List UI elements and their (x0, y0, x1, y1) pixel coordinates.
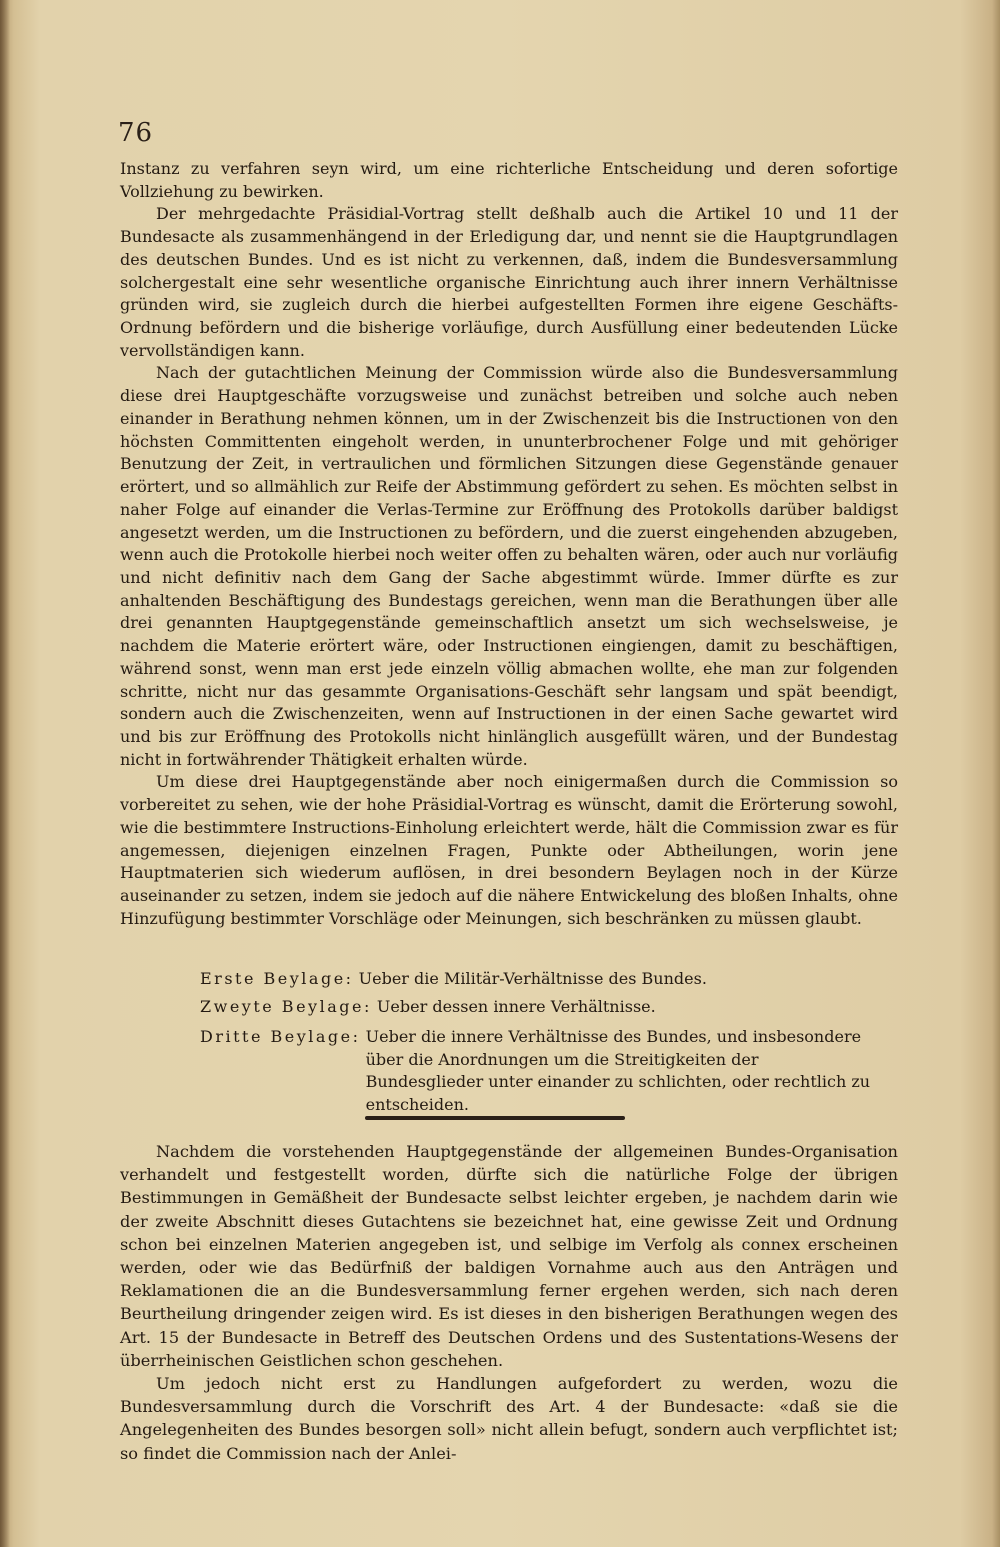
section-divider (365, 1116, 625, 1120)
paragraph: Nach der gutachtlichen Meinung der Commission würde also die Bundesversammlung diese drei Hauptgeschäfte vorzugsweise und zunächst betreiben und solche auch neben einander in Berathung nehmen können, um in der Zwischenzeit bis die Instructionen von den höchsten Committenten eingeholt werden, in ununterbrochener Folge und mit gehöriger Benutzung der Zeit, in vertraulichen und förmlichen Sitzungen diese Gegenstände genauer erörtert, und so allmählich zur Reife der Abstimmung gefördert zu sehen. Es möchten selbst in naher Folge auf einander die Verlas-Termine zur Eröffnung des Protokolls darüber baldigst angesetzt werden, um die Instructionen zu befördern, und die zuerst eingehenden abzugeben, wenn auch die Protokolle hierbei noch weiter offen zu behalten wären, oder auch nur vorläufig und nicht definitiv nach dem Gang der Sache abgestimmt würde. Immer dürfte es zur anhaltenden Beschäftigung des Bundestags gereichen, wenn man die Berathungen über alle drei genannten Hauptgegenstände gemeinschaftlich ansetzt um sich wechselsweise, je nachdem die Materie erörtert wäre, oder Instructionen eingiengen, damit zu beschäftigen, während sonst, wenn man erst jede einzeln völlig abmachen wollte, ehe man zur folgenden schritte, nicht nur das gesammte Organisations-Geschäft sehr langsam und spät beendigt, sondern auch die Zwischenzeiten, wenn auf Instructionen in der einen Sache gewartet wird und bis zur Eröffnung des Protokolls nicht hinlänglich ausgefüllt wären, und der Bundestag nicht in fortwährender Thätigkeit erhalten würde. (120, 363, 898, 769)
enclosure-item (200, 1026, 900, 1117)
enclosure-label: Dritte Beylage: (200, 1027, 361, 1046)
paragraph: Nachdem die vorstehenden Hauptgegenstände der allgemeinen Bundes-Organisation verhandelt und festgestellt worden, dürfte sich die natürliche Folge der übrigen Bestimmungen in Gemäßheit der Bundesacte selbst leichter ergeben, je nachdem darin wie der zweite Abschnitt dieses Gutachtens sie bezeichnet hat, eine gewisse Zeit und Ordnung schon bei einzelnen Materien angegeben ist, und selbige im Verfolg als connex erscheinen werden, oder wie das Bedürfniß der baldigen Vornahme auch aus den Anträgen und Reklamationen die an die Bundesversammlung ferner ergehen werden, sich nach deren Beurtheilung dringender zeigen wird. Es ist dieses in den bisherigen Berathungen wegen des Art. 15 der Bundesacte in Betreff des Deutschen Ordens und des Sustentations-Wesens der überrheinischen Geistlichen schon geschehen. (120, 1142, 898, 1370)
enclosure-text: Ueber die Militär-Verhältnisse des Bundes. (358, 969, 707, 988)
paragraph-continuation: Instanz zu verfahren seyn wird, um eine richterliche Entscheidung und deren sofortige Vollziehung zu bewirken. (120, 159, 898, 201)
text-block-upper (120, 158, 898, 930)
text-block-lower (120, 1140, 898, 1465)
paragraph: Um diese drei Hauptgegenstände aber noch einigermaßen durch die Commission so vorbereitet zu sehen, wie der hohe Präsidial-Vortrag es wünscht, damit die Erörterung sowohl, wie die bestimmtere Instructions-Einholung erleichtert werde, hält die Commission zwar es für angemessen, diejenigen einzelnen Fragen, Punkte oder Abtheilungen, worin jene Hauptmaterien sich wiederum auflösen, in drei besondern Beylagen noch in der Kürze auseinander zu setzen, indem sie jedoch auf die nähere Entwickelung des bloßen Inhalts, ohne Hinzufügung bestimmter Vorschläge oder Meinungen, sich beschränken zu müssen glaubt. (120, 772, 898, 928)
paragraph: Um jedoch nicht erst zu Handlungen aufgefordert zu werden, wozu die Bundesversammlung durch die Vorschrift des Art. 4 der Bundesacte: «daß sie die Angelegenheiten des Bundes besorgen soll» nicht allein befugt, sondern auch verpflichtet ist; so findet die Commission nach der Anlei- (120, 1374, 898, 1463)
enclosure-item (200, 968, 900, 991)
enclosure-text: Ueber dessen innere Verhältnisse. (376, 997, 656, 1016)
page-number: 76 (118, 118, 154, 148)
enclosure-text: Ueber die innere Verhältnisse des Bundes, und insbesondere über die Anordnungen um die Streitigkeiten der Bundesglieder unter einander zu schlichten, oder rechtlich zu entscheiden. (365, 1027, 871, 1115)
enclosure-item (200, 996, 900, 1019)
enclosure-label: Erste Beylage: (200, 969, 354, 988)
paragraph: Der mehrgedachte Präsidial-Vortrag stellt deßhalb auch die Artikel 10 und 11 der Bundesacte als zusammenhängend in der Erledigung dar, und nennt sie die Hauptgrundlagen des deutschen Bundes. Und es ist nicht zu verkennen, daß, indem die Bundesversammlung solchergestalt eine sehr wesentliche organische Einrichtung auch ihrer innern Verhältnisse gründen wird, sie zugleich durch die hierbei aufgestellten Formen ihre eigene Geschäfts-Ordnung befördern und die bisherige vorläufige, durch Ausfüllung einer bedeutenden Lücke vervollständigen kann. (120, 204, 898, 360)
enclosure-label: Zweyte Beylage: (200, 997, 372, 1016)
